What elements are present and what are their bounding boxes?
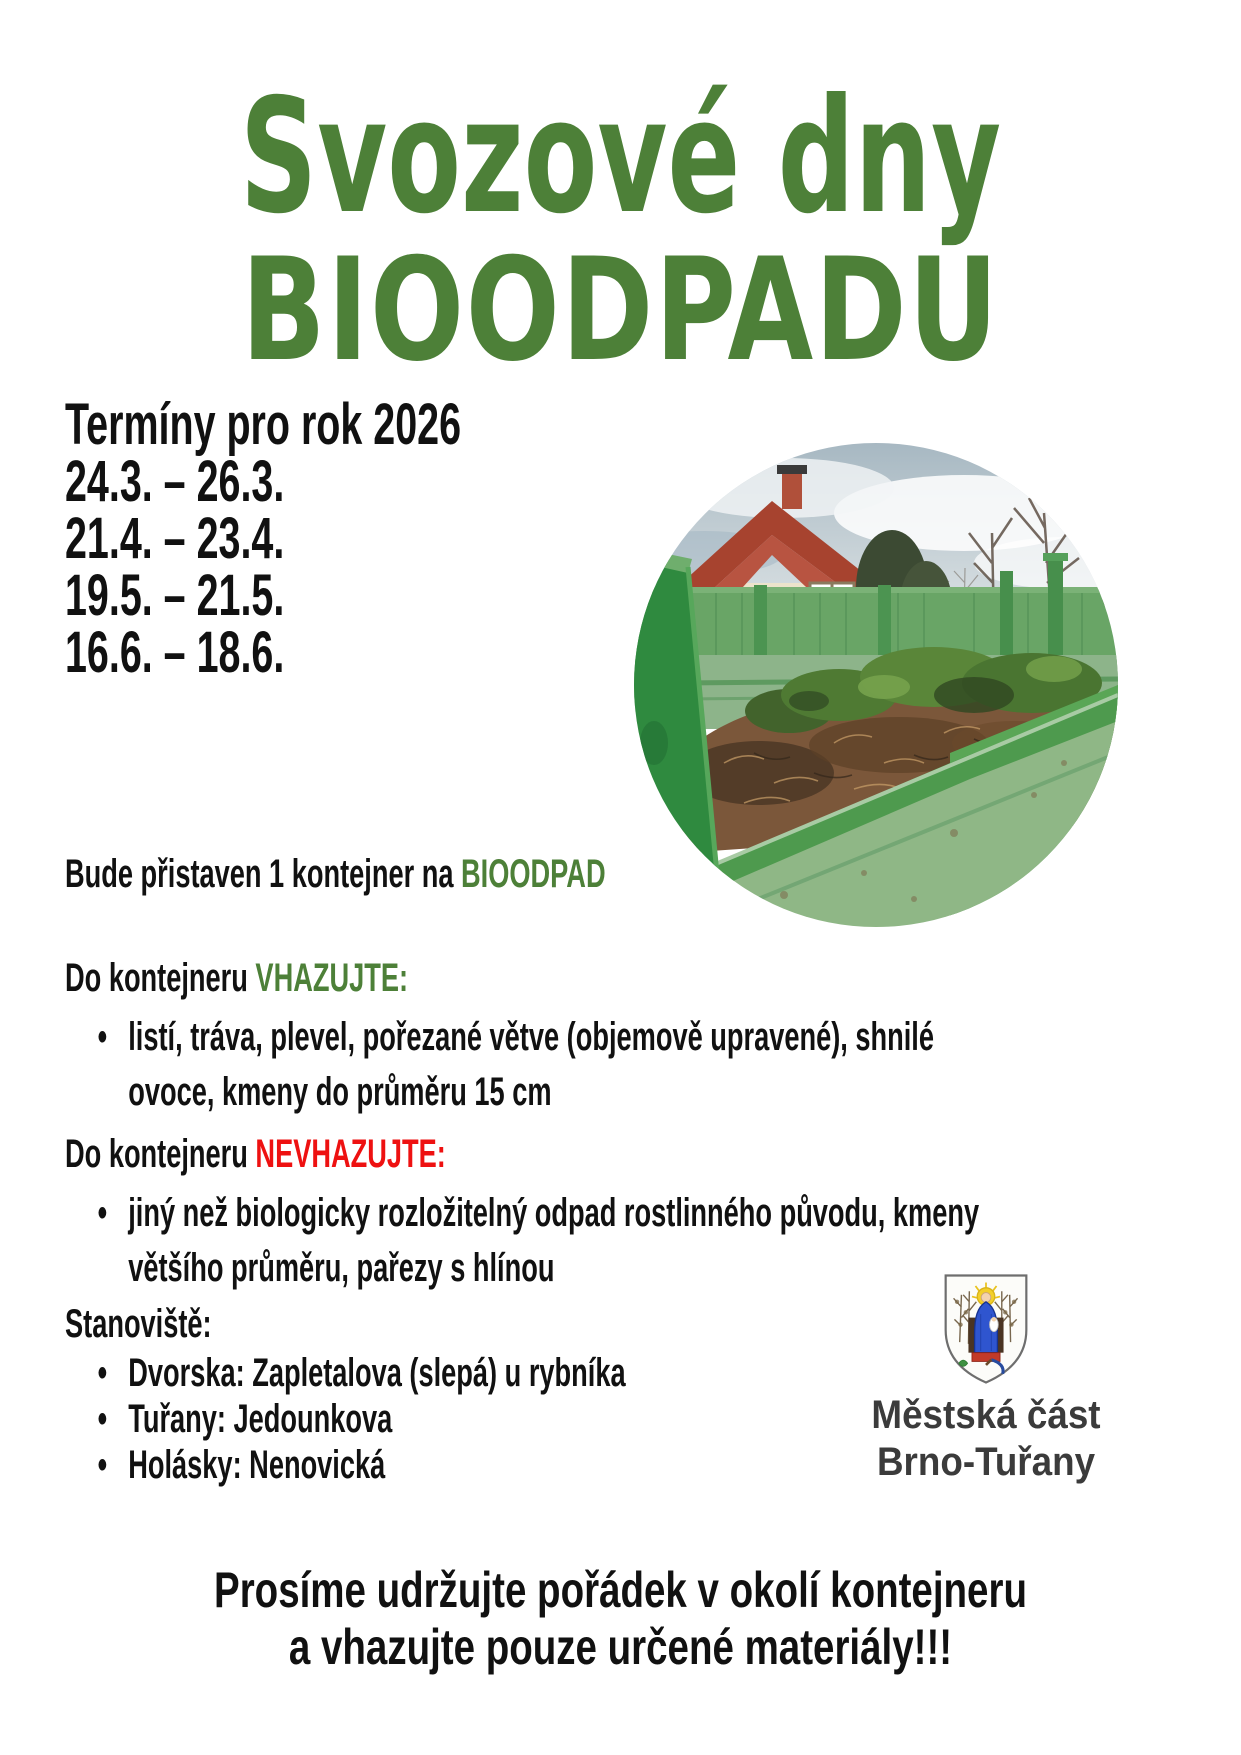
footer-line1: Prosíme udržujte pořádek v okolí kontejneru: [214, 1562, 1027, 1618]
location-item: • Tuřany: Jedounkova: [65, 1396, 813, 1442]
container-note: [65, 852, 606, 897]
schedule-block: [65, 392, 462, 685]
forbidden-heading-label: Do kontejneru: [65, 1132, 256, 1176]
forbidden-heading: [65, 1132, 446, 1177]
footer-plea: [143, 1562, 1099, 1676]
locations-heading: Stanoviště:: [65, 1302, 212, 1346]
schedule-date: 16.6. – 18.6.: [65, 620, 285, 685]
forbidden-heading-highlight: NEVHAZUJTE:: [255, 1132, 446, 1176]
allowed-list: [65, 1010, 1024, 1120]
locations-list: [65, 1350, 813, 1488]
forbidden-item: • jiný než biologicky rozložitelný odpad rostlinného původu, kmeny většího průměru, pařezy s hlínou: [65, 1186, 1024, 1296]
allowed-item: • listí, tráva, plevel, pořezané větve (objemově upravené), shnilé ovoce, kmeny do průměru 15 cm: [65, 1010, 1024, 1120]
page-title-line2: BIOODPADU: [241, 228, 1000, 393]
page-title-line1: Svozové dny: [239, 65, 1002, 249]
brno-turany-crest-icon: [942, 1272, 1030, 1386]
container-note-text: Bude přistaven 1 kontejner na: [65, 852, 462, 896]
location-item: • Dvorska: Zapletalova (slepá) u rybníka: [65, 1350, 813, 1396]
municipality-logo: [858, 1272, 1114, 1486]
location-item: • Holásky: Nenovická: [65, 1442, 813, 1488]
logo-text-line1: Městská část: [871, 1393, 1101, 1437]
bio-waste-container-photo-icon: [634, 443, 1118, 927]
logo-text-line2: Brno-Tuřany: [876, 1440, 1096, 1484]
allowed-heading-label: Do kontejneru: [65, 956, 256, 1000]
schedule-date: 24.3. – 26.3.: [65, 449, 285, 514]
allowed-heading-highlight: VHAZUJTE:: [255, 956, 409, 1000]
container-note-highlight: BIOODPAD: [461, 852, 606, 896]
allowed-heading: [65, 956, 408, 1001]
schedule-heading: Termíny pro rok 2026: [65, 392, 462, 457]
schedule-date: 19.5. – 21.5.: [65, 563, 285, 628]
footer-line2: a vhazujte pouze určené materiály!!!: [288, 1619, 953, 1675]
schedule-date: 21.4. – 23.4.: [65, 506, 285, 571]
